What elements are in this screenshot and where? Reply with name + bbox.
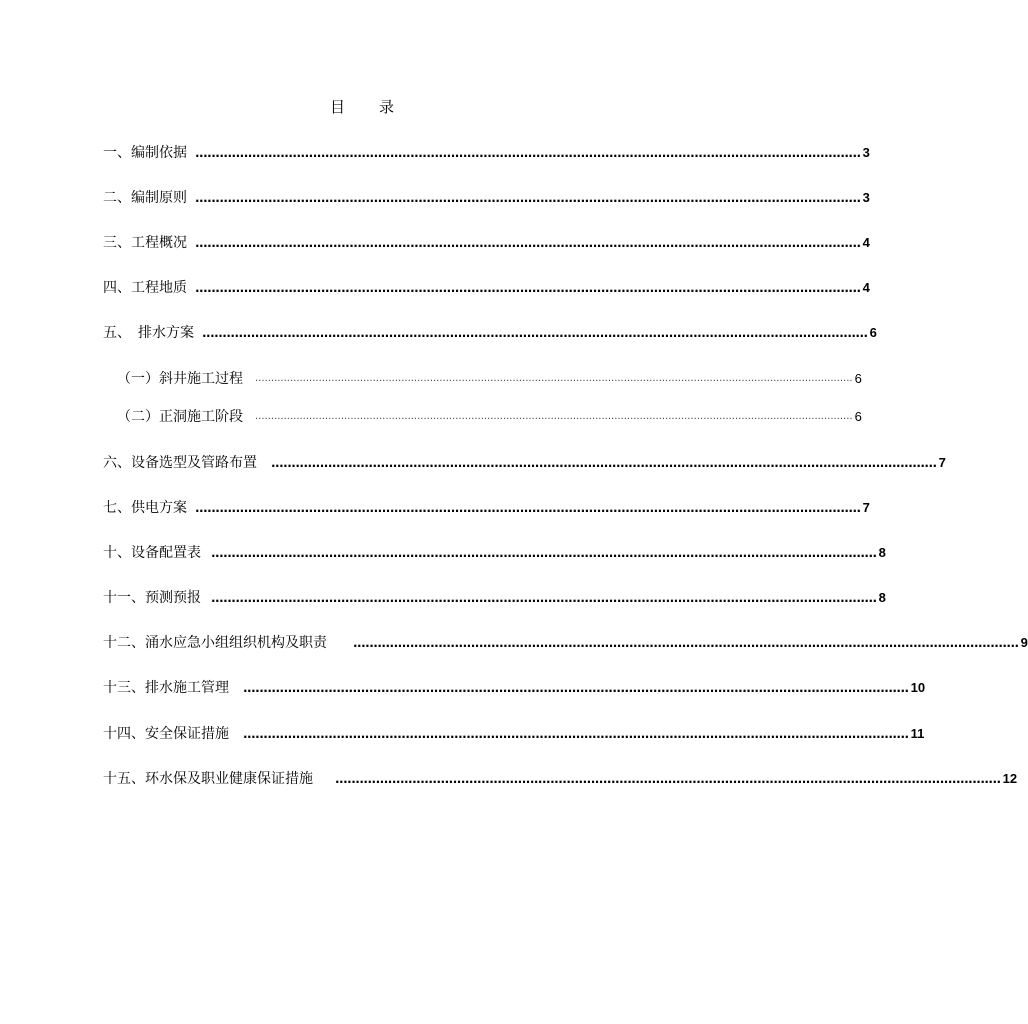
toc-entry-page: 7 [862,500,870,515]
toc-entry-9[interactable] [103,588,886,608]
toc-entry-page: 8 [878,545,886,560]
toc-entry-13[interactable] [103,769,1018,789]
toc-entry-6[interactable] [103,453,946,473]
toc-entry-label: 十一、预测预报 [103,590,201,606]
toc-entry-page: 3 [862,190,870,205]
toc-entry-page: 10 [910,680,926,695]
toc-entry-page: 4 [862,280,870,295]
toc-entry-label: 十二、涌水应急小组组织机构及职责 [103,635,327,651]
toc-entry-page: 9 [1020,635,1028,650]
toc-entry-page: 6 [869,325,877,340]
toc-leader-dots: .................................................................................................................................................................... [195,236,861,250]
toc-title-char-2: 录 [379,98,395,116]
toc-leader-dots: .................................................................................................................................................................... [243,681,909,695]
toc-entry-label: 二、编制原则 [103,190,187,206]
toc-entry-page: 12 [1002,771,1018,786]
toc-entry-page: 3 [862,145,870,160]
toc-entry-label: 七、供电方案 [103,500,187,516]
toc-entry-page: 8 [878,590,886,605]
toc-entry-2[interactable] [103,188,870,208]
toc-leader-dots: .................................................................................................................................................................... [353,636,1019,650]
toc-entry-8[interactable] [103,543,886,563]
toc-entry-label: 十四、安全保证措施 [103,726,229,742]
toc-entry-page: 6 [854,409,862,424]
toc-entry-label: 十、设备配置表 [103,545,201,561]
toc-entry-label: 一、编制依据 [103,145,187,161]
toc-leader-dots: .................................................................................................................................................................... [195,501,861,515]
toc-entry-5[interactable] [103,323,877,343]
toc-subentry-1[interactable] [117,369,862,389]
toc-leader-dots: ............................................................................................................................................................................................ [255,373,853,384]
toc-leader-dots: ............................................................................................................................................................................................ [255,411,853,422]
toc-entry-label: 六、设备选型及管路布置 [103,455,257,471]
toc-entry-page: 6 [854,371,862,386]
toc-title-char-1: 目 [329,98,345,116]
toc-entry-label: （一）斜井施工过程 [117,371,243,387]
toc-leader-dots: .................................................................................................................................................................... [195,146,861,160]
toc-entry-label: 四、工程地质 [103,280,187,296]
toc-entry-7[interactable] [103,498,870,518]
toc-subentry-2[interactable] [117,407,862,427]
toc-entry-page: 11 [910,726,925,741]
toc-entry-12[interactable] [103,724,925,744]
toc-entry-3[interactable] [103,233,870,253]
toc-title [0,96,724,117]
toc-leader-dots: .................................................................................................................................................................... [195,191,861,205]
toc-entry-10[interactable] [103,633,1028,653]
toc-leader-dots: .................................................................................................................................................................... [195,281,861,295]
toc-leader-dots: .................................................................................................................................................................... [211,591,877,605]
toc-entry-page: 7 [938,455,946,470]
toc-leader-dots: .................................................................................................................................................................... [335,772,1001,786]
toc-entry-11[interactable] [103,678,926,698]
toc-entry-4[interactable] [103,278,870,298]
toc-entry-1[interactable] [103,143,870,163]
toc-leader-dots: .................................................................................................................................................................... [211,546,877,560]
toc-entry-label: （二）正洞施工阶段 [117,409,243,425]
toc-entry-page: 4 [862,235,870,250]
toc-entry-label: 十五、环水保及职业健康保证措施 [103,771,313,787]
toc-entry-label: 三、工程概况 [103,235,187,251]
toc-entry-label: 五、 排水方案 [103,325,194,341]
toc-leader-dots: .................................................................................................................................................................... [271,456,937,470]
toc-leader-dots: .................................................................................................................................................................... [202,326,868,340]
toc-leader-dots: .................................................................................................................................................................... [243,727,909,741]
toc-entry-label: 十三、排水施工管理 [103,680,229,696]
